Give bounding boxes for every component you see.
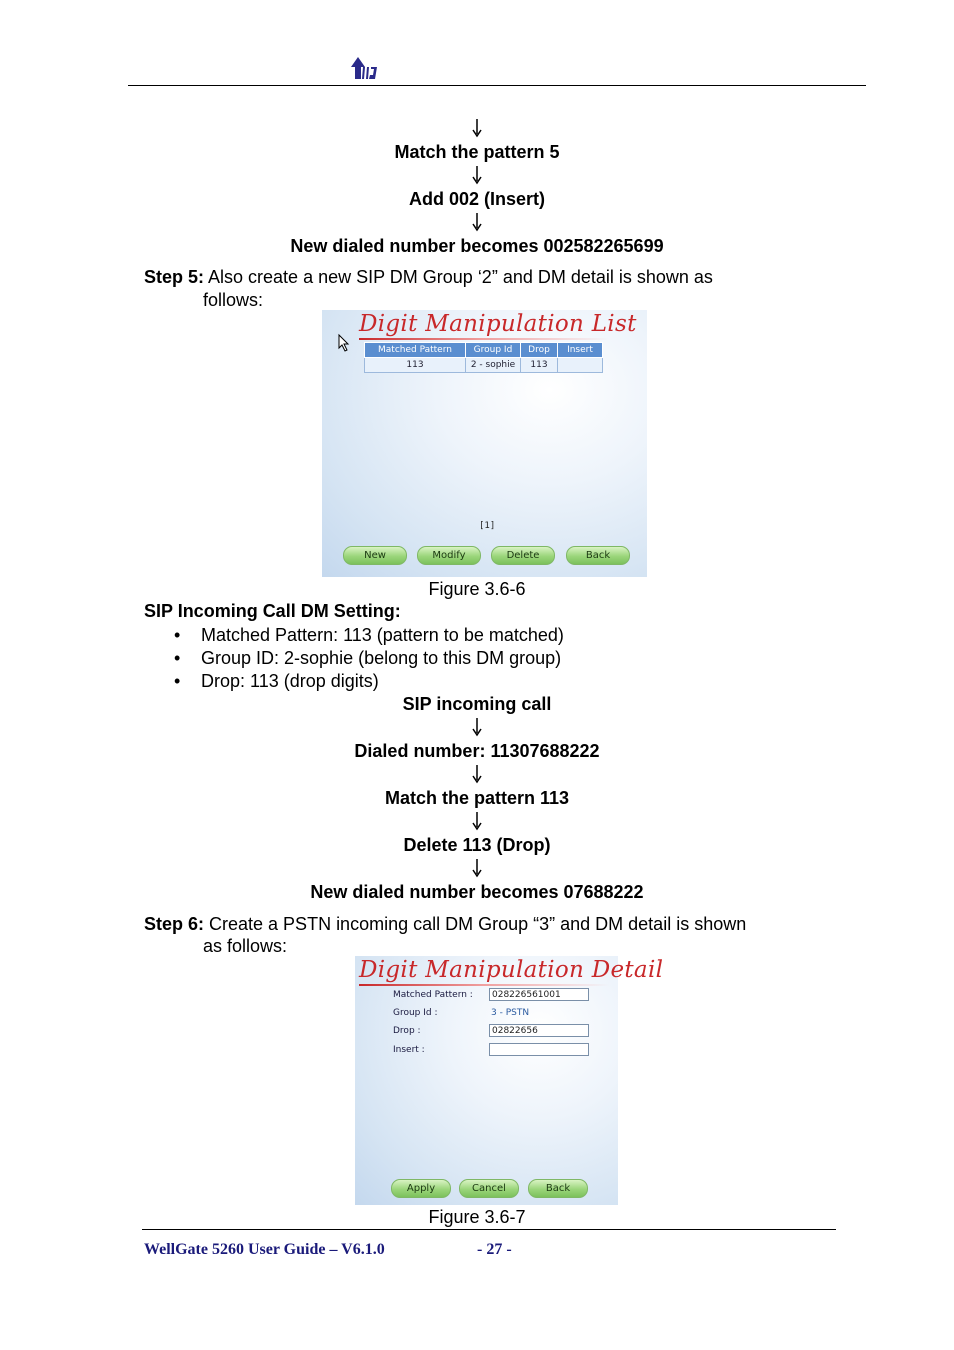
new-button[interactable]: New [343,546,407,565]
list-item-text: Matched Pattern: 113 (pattern to be matched) [201,625,564,645]
flow-step: New dialed number becomes 002582265699 [290,236,664,256]
apply-button[interactable]: Apply [391,1179,451,1198]
table-cell[interactable] [558,358,603,373]
list-item [174,647,561,669]
figure-dm-detail-screenshot [355,956,664,1205]
flow-step: Match the pattern 113 [384,788,570,808]
modify-button[interactable]: Modify [417,546,481,565]
bullet-icon: • [174,671,181,691]
matched-pattern-label: Matched Pattern : [393,990,473,1000]
matched-pattern-input[interactable]: 028226561001 [489,988,589,1001]
flow-step: Dialed number: 11307688222 [354,741,600,761]
footer-title: WellGate 5260 User Guide – V6.1.0 [144,1241,385,1258]
delete-button[interactable]: Delete [491,546,555,565]
step-text: Also create a new SIP DM Group ‘2” and DM detail is shown as [204,267,713,287]
step-label: Step 5: [144,267,205,287]
drop-label: Drop : [393,1026,421,1036]
pager[interactable]: [1] [479,521,496,531]
step-text-cont: follows: [203,290,264,310]
figure-caption: Figure 3.6-7 [428,1207,526,1227]
table-cell[interactable]: 2 - sophie [466,358,521,373]
down-arrow-icon [470,859,484,877]
screen-title: Digit Manipulation List [359,311,637,337]
bullet-icon: • [174,648,181,668]
table-cell[interactable]: 113 [521,358,558,373]
down-arrow-icon [470,718,484,736]
header-divider [128,85,866,86]
column-header[interactable]: Matched Pattern [365,343,466,358]
list-item-text: Drop: 113 (drop digits) [201,671,379,691]
drop-input[interactable]: 02822656 [489,1024,589,1037]
step-5-paragraph [144,266,713,288]
section-heading: SIP Incoming Call DM Setting: [144,601,401,621]
cancel-button[interactable]: Cancel [459,1179,519,1198]
list-item [174,624,564,646]
title-underline [359,338,609,340]
back-button[interactable]: Back [566,546,630,565]
flow-step: Add 002 (Insert) [408,189,546,209]
down-arrow-icon [470,765,484,783]
list-item [174,670,379,692]
step-label: Step 6: [144,914,205,934]
down-arrow-icon [470,119,484,137]
dm-list-table [364,342,603,373]
down-arrow-icon [470,812,484,830]
mouse-cursor-icon [338,334,350,352]
bullet-icon: • [174,625,181,645]
insert-input[interactable] [489,1043,589,1056]
step-text: Create a PSTN incoming call DM Group “3” and DM detail is shown [204,914,747,934]
group-id-label: Group Id : [393,1008,438,1018]
down-arrow-icon [470,213,484,231]
flow-step: Match the pattern 5 [394,142,560,162]
page-number: - 27 - [477,1241,512,1258]
table-row[interactable] [365,358,603,373]
table-header-row [365,343,603,358]
column-header[interactable]: Drop [521,343,558,358]
footer-divider [142,1229,836,1230]
column-header[interactable]: Insert [558,343,603,358]
list-item-text: Group ID: 2-sophie (belong to this DM group) [201,648,562,668]
insert-label: Insert : [393,1045,425,1055]
table-cell[interactable]: 113 [365,358,466,373]
back-button[interactable]: Back [528,1179,588,1198]
column-header[interactable]: Group Id [466,343,521,358]
group-id-value: 3 - PSTN [491,1008,530,1018]
title-underline [359,984,609,986]
company-logo-icon [349,55,379,81]
flow-step: New dialed number becomes 07688222 [310,882,644,902]
figure-dm-list-screenshot [322,310,647,577]
flow-step: SIP incoming call [402,694,552,714]
flow-step: Delete 113 (Drop) [403,835,551,855]
step-text-cont: as follows: [203,936,288,956]
step-6-paragraph [144,913,746,935]
screen-title: Digit Manipulation Detail [359,957,664,983]
down-arrow-icon [470,166,484,184]
figure-caption: Figure 3.6-6 [428,579,526,599]
